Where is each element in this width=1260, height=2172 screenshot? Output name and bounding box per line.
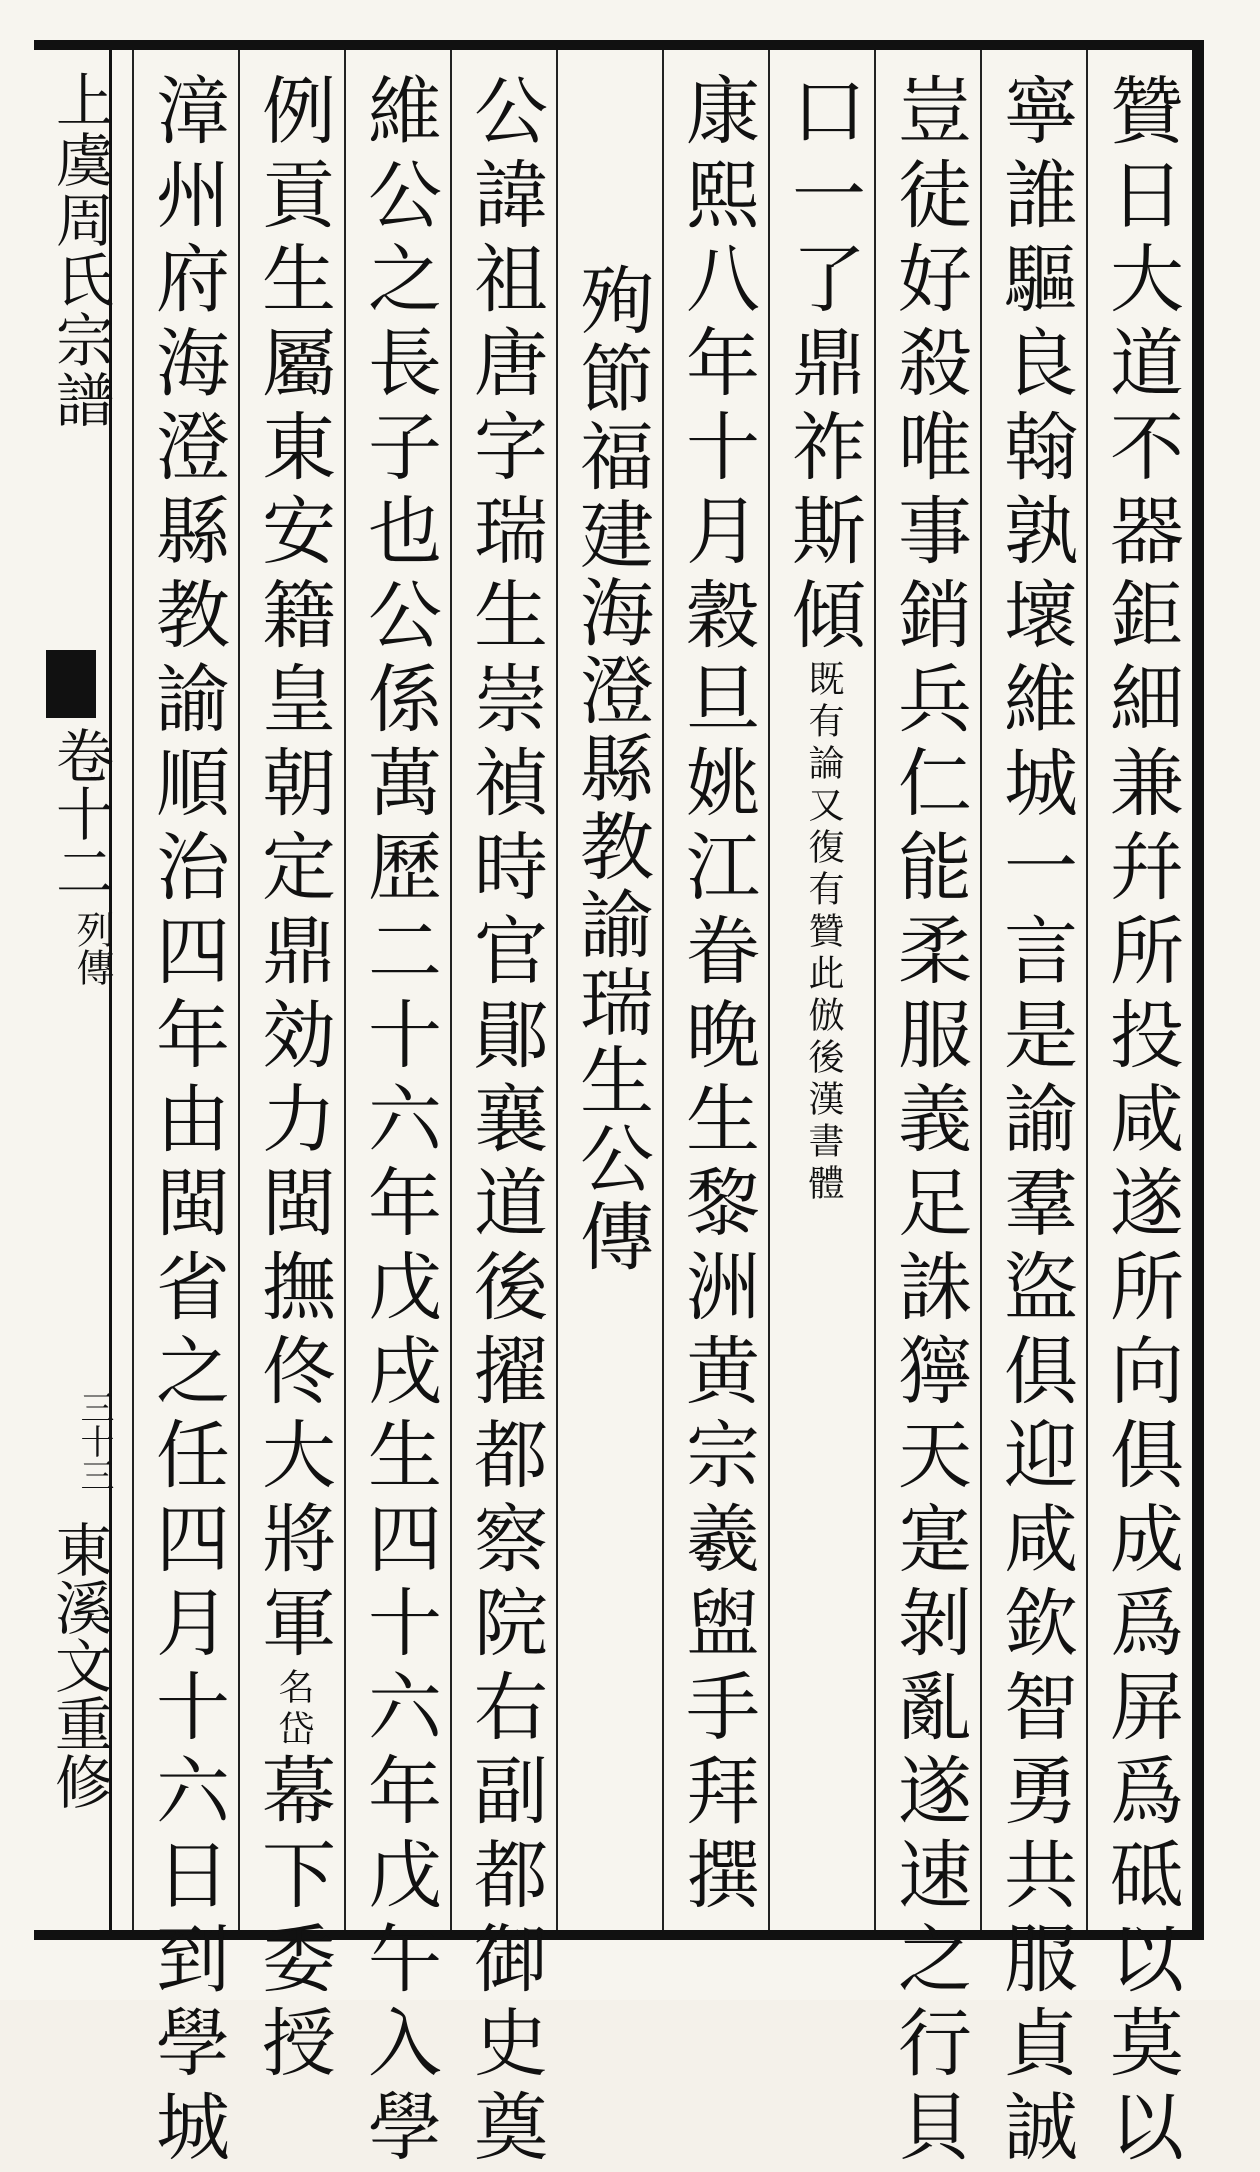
column-7-text: 公諱祖唐字瑞生崇禎時官鄖襄道後擢都察院右副都御史奠 bbox=[462, 72, 548, 2172]
text-column-5 bbox=[662, 50, 768, 1930]
column-8-text: 維公之長子也公係萬歷二十六年戊戌生四十六年戊午入學 bbox=[356, 72, 442, 2172]
text-column-2 bbox=[980, 50, 1086, 2172]
column-9-note: 名岱 bbox=[273, 1668, 314, 1752]
page-gutter bbox=[34, 50, 112, 1930]
biography-title: 殉節福建海澄縣教諭瑞生公傳 bbox=[568, 262, 654, 1276]
gutter-juan: 卷十二 bbox=[46, 726, 114, 900]
text-column-4 bbox=[768, 50, 874, 1930]
text-column-7 bbox=[450, 50, 556, 2172]
text-column-1 bbox=[1086, 50, 1192, 2172]
text-column-6 bbox=[556, 50, 662, 1930]
fish-tail-mark bbox=[46, 650, 96, 718]
column-9-text: 例貢生屬東安籍皇朝定鼎効力閩撫佟大將軍 bbox=[250, 72, 336, 1668]
column-10-text: 漳州府海澄縣教諭順治四年由閩省之任四月十六日到學城 bbox=[144, 72, 230, 2172]
gutter-title: 上虞周氏宗譜 bbox=[46, 70, 114, 430]
column-4-note: 既有論又復有贊此倣後漢書體 bbox=[803, 660, 844, 1206]
column-1-text: 贊日大道不器鉅細兼幷所投咸遂所向俱成爲屏爲砥以莫以 bbox=[1098, 72, 1184, 2172]
column-9-tail: 幕下委授 bbox=[250, 1752, 336, 2088]
column-5-text: 康熙八年十月穀旦姚江眷晚生黎洲黄宗羲盥手拜撰 bbox=[674, 72, 760, 1920]
column-4-line bbox=[770, 72, 876, 1922]
page-frame bbox=[34, 40, 1204, 2172]
text-column-3 bbox=[874, 50, 980, 2172]
text-column-9 bbox=[238, 50, 344, 2088]
gutter-section: 列傳 bbox=[70, 910, 114, 986]
column-3-text: 豈徒好殺唯事銷兵仁能柔服義足誅獰天寔剝亂遂速之行貝 bbox=[886, 72, 972, 2172]
column-4-text: 口一了鼎祚斯傾 bbox=[780, 72, 866, 660]
text-column-8 bbox=[344, 50, 450, 2172]
column-9-line bbox=[240, 72, 346, 2088]
text-column-10 bbox=[132, 50, 238, 2172]
gutter-hall-name: 東溪文重修 bbox=[45, 1520, 113, 1810]
gutter-page-number: 三十三 bbox=[74, 1390, 114, 1492]
column-2-text: 寧誰驅良翰孰壞維城一言是諭羣盜俱迎咸欽智勇共服貞誠 bbox=[992, 72, 1078, 2172]
